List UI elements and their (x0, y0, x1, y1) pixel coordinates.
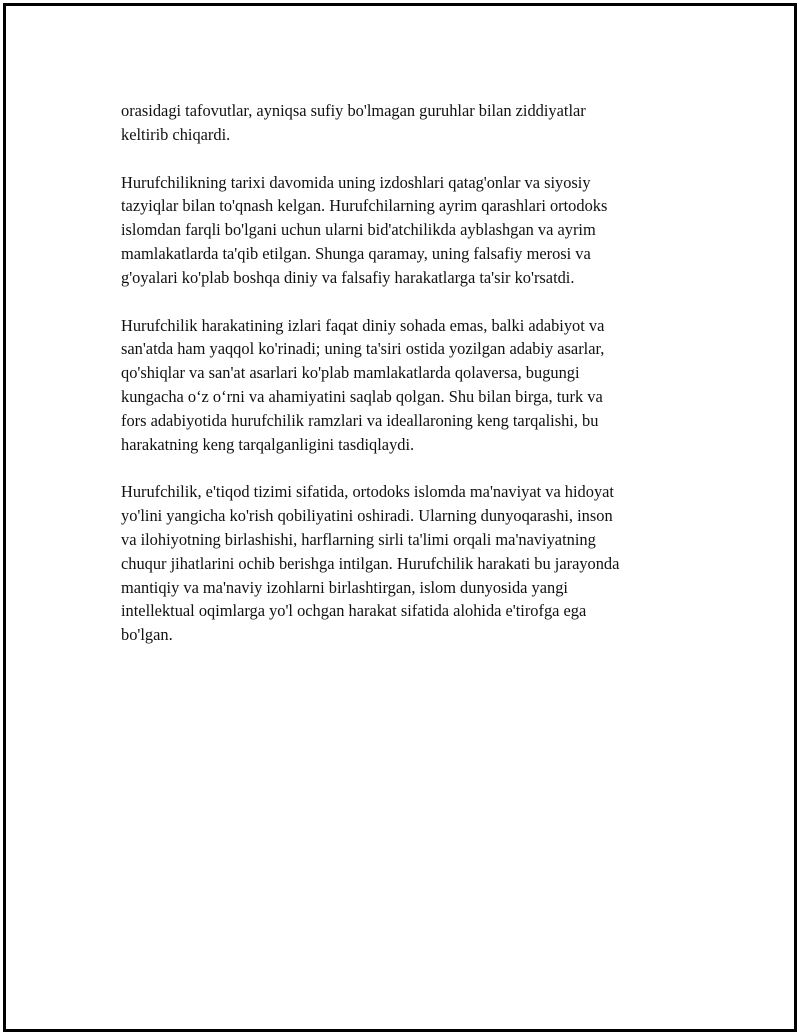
paragraph-1 (121, 99, 686, 147)
text-line: Hurufchilik harakatining izlari faqat diniy sohada emas, balki adabiyot va (121, 315, 605, 335)
paragraph-3 (121, 314, 686, 457)
paragraph-2 (121, 171, 686, 290)
text-line: bo'lgan. (121, 625, 173, 645)
text-line: va ilohiyotning birlashishi, harflarning sirli ta'limi orqali ma'naviyatning (121, 529, 596, 549)
text-line: islomdan farqli bo'lgani uchun ularni bid'atchilikda ayblashgan va ayrim (121, 220, 596, 240)
page-body (121, 99, 686, 671)
text-line: yo'lini yangicha ko'rish qobiliyatini oshiradi. Ularning dunyoqarashi, inson (121, 506, 613, 526)
text-line: mamlakatlarda ta'qib etilgan. Shunga qaramay, uning falsafiy merosi va (121, 243, 591, 263)
page-frame (3, 3, 797, 1032)
text-line: mantiqiy va ma'naviy izohlarni birlashtirgan, islom dunyosida yangi (121, 577, 568, 597)
text-line: keltirib chiqardi. (121, 124, 231, 144)
text-line: intellektual oqimlarga yo'l ochgan harakat sifatida alohida e'tirofga ega (121, 601, 587, 621)
text-line: kungacha o‘z o‘rni va ahamiyatini saqlab qolgan. Shu bilan birga, turk va (121, 386, 603, 406)
text-line: harakatning keng tarqalganligini tasdiqlaydi. (121, 434, 415, 454)
text-line: qo'shiqlar va san'at asarlari ko'plab mamlakatlarda qolaversa, bugungi (121, 363, 580, 383)
text-line: orasidagi tafovutlar, ayniqsa sufiy bo'lmagan guruhlar bilan ziddiyatlar (121, 101, 586, 120)
paragraph-4 (121, 480, 686, 647)
text-line: chuqur jihatlarini ochib berishga intilgan. Hurufchilik harakati bu jarayonda (121, 553, 620, 573)
text-line: fors adabiyotida hurufchilik ramzlari va ideallaroning keng tarqalishi, bu (121, 410, 599, 430)
text-line: san'atda ham yaqqol ko'rinadi; uning ta'siri ostida yozilgan adabiy asarlar, (121, 339, 605, 359)
text-line: Hurufchilik, e'tiqod tizimi sifatida, ortodoks islomda ma'naviyat va hidoyat (121, 482, 614, 502)
text-line: tazyiqlar bilan to'qnash kelgan. Hurufchilarning ayrim qarashlari ortodoks (121, 196, 608, 216)
text-line: Hurufchilikning tarixi davomida uning izdoshlari qatag'onlar va siyosiy (121, 172, 591, 192)
text-line: g'oyalari ko'plab boshqa diniy va falsafiy harakatlarga ta'sir ko'rsatdi. (121, 267, 575, 287)
